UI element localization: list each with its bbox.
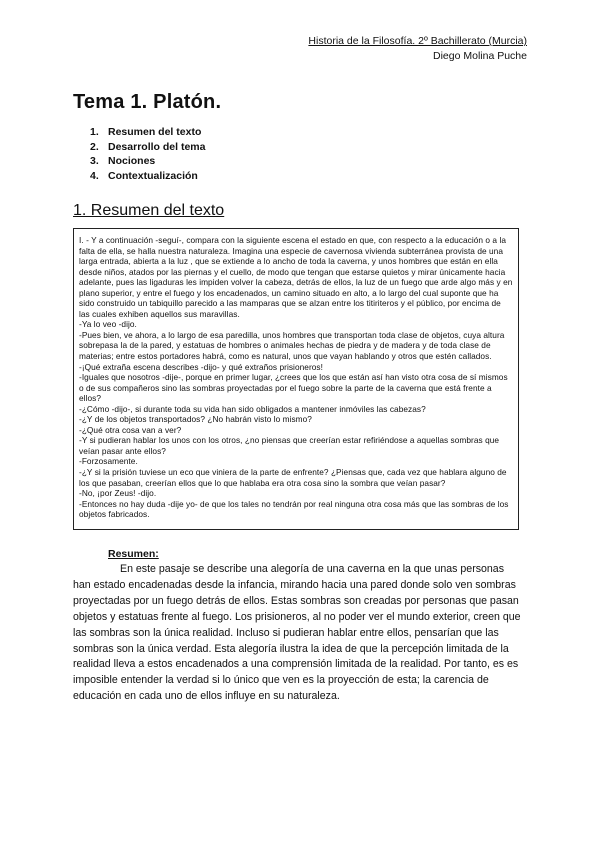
quote-paragraph: -Entonces no hay duda -dije yo- de que los tales no tendrán por real ninguna otra cosa más que las sombras de los objetos fabricados. (79, 498, 509, 520)
author-label: Diego Molina Puche (433, 50, 527, 62)
quote-paragraph: -¿Y de los objetos transportados? ¿No habrán visto lo mismo? (79, 414, 312, 425)
toc-number: 4. (90, 169, 99, 182)
quote-paragraph: -Y si pudieran hablar los unos con los otros, ¿no piensas que creerían estar refiriéndose a aquellas sombras que veían pasar ante ellos? (79, 435, 500, 456)
quote-box (73, 228, 519, 530)
toc-item (90, 125, 205, 140)
summary-heading: Resumen: (108, 548, 159, 560)
quote-paragraph: I. - Y a continuación -seguí-, compara con la siguiente escena el estado en que, con respecto a la educación o a la falta de ella, se halla nuestra naturaleza. Imagina una especie de cavernosa vivienda subterránea provista de una larga entrada, abierta a la luz , que se extiende a lo ancho de toda la caverna, y unos hombres que están en ella desde niños, atados por las piernas y el cuello, de modo que tengan que estarse quietos y mirar únicamente hacia adelante, pues las ligaduras les impiden volver la cabeza, detrás de ellos, la luz de un fuego que arde algo más y en plano superior, y entre el fuego y los encadenados, un camino situado en alto, a lo largo del cual suponte que ha sido construido un tabiquillo parecido a las mamparas que se alzan entre los titiriteros y el público, por encima de las cuales exhiben aquellos sus maravillas. (79, 235, 513, 319)
quote-paragraph: -Pues bien, ve ahora, a lo largo de esa paredilla, unos hombres que transportan toda clase de objetos, cuya altura sobrepasa la de la pared, y estatuas de hombres o animales hechas de piedra y de madera y de toda clase de materias; entre estos portadores habrá, como es natural, unos que vayan hablando y otros que estén callados. (79, 329, 505, 362)
quote-paragraph: -¡Qué extraña escena describes -dijo- y qué extraños prisioneros! (79, 361, 323, 372)
section-heading: 1. Resumen del texto (73, 202, 225, 219)
page-header (308, 34, 527, 64)
quote-paragraph: -Ya lo veo -dijo. (79, 319, 137, 330)
quote-paragraph: -¿Y si la prisión tuviese un eco que viniera de la parte de enfrente? ¿Piensas que, cada vez que hablara alguno de los que pasaban, creerían ellos que lo que hablaba era otra cosa sino la sombra que veían pasar? (79, 467, 507, 488)
course-label: Historia de la Filosofía. 2º Bachillerato (Murcia) (308, 35, 527, 47)
toc-label: Contextualización (108, 169, 198, 182)
quote-paragraph: -No, ¡por Zeus! -dijo. (79, 488, 157, 499)
toc-item (90, 169, 205, 184)
toc-label: Desarrollo del tema (108, 140, 206, 153)
quote-paragraph: -¿Qué otra cosa van a ver? (79, 424, 182, 435)
toc-item (90, 140, 205, 155)
quote-paragraph: -Iguales que nosotros -dije-, porque en primer lugar, ¿crees que los que están así han visto otra cosa de sí mismos o de sus compañeros sino las sombras proyectadas por el fuego sobre la parte de la caverna que está frente a ellos? (79, 372, 508, 404)
toc-number: 3. (90, 155, 99, 167)
summary-paragraph: En este pasaje se describe una alegoría de una caverna en la que unas personas han estado encadenadas desde la infancia, mirando hacia una pared donde solo ven sombras proyectadas por un fuego detrás de ellos. Estas sombras son creadas por personas que pasan objetos y estatuas frente al fuego. Los prisioneros, al no poder ver el mundo exterior, creen que las sombras son la única realidad. Incluso si pudieran hablar entre ellos, pensarían que las sombras son la única verdad. Esta alegoría ilustra la idea de que la percepción limitada de la realidad lleva a estos encadenados a una comprensión limitada de la realidad. Por tanto, es es imposible entender la verdad si lo único que ven es la proyección de esta; la carencia de educación en cada uno de ellos influye en su naturaleza. (73, 563, 521, 703)
document-title: Tema 1. Platón. (73, 91, 222, 113)
toc-item (90, 154, 205, 169)
quote-paragraph: -Forzosamente. (79, 456, 138, 467)
table-of-contents (90, 125, 205, 183)
toc-number: 2. (90, 140, 99, 153)
toc-number: 1. (90, 126, 99, 138)
quote-paragraph: -¿Cómo -dijo-, si durante toda su vida han sido obligados a mantener inmóviles las cabezas? (79, 403, 426, 414)
toc-label: Resumen del texto (108, 126, 202, 138)
toc-label: Nociones (108, 155, 156, 167)
